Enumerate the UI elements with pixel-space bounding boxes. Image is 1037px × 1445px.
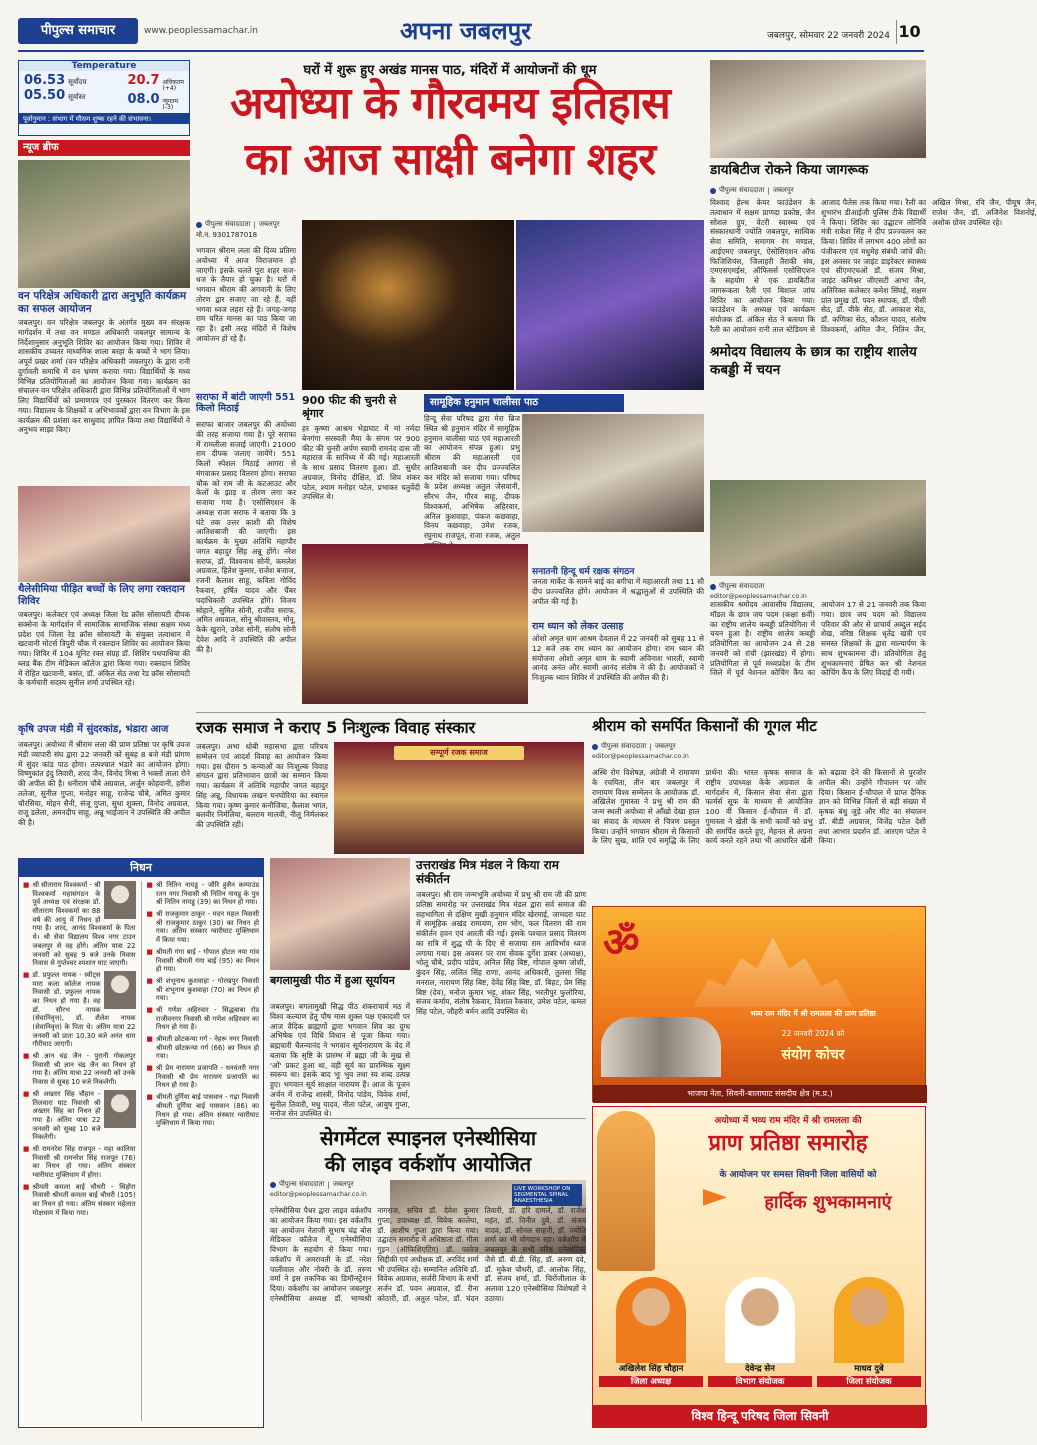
lead-mobile: मो.न. 9301787018	[196, 231, 258, 239]
obituary-item: ■ श्रीमती गंगा बाई - गोपाल होटल नया गांव निवासी श्रीमती गंगा बाई (95) का निधन हो गया।	[146, 947, 259, 974]
portrait-photo	[104, 881, 136, 919]
ad2-person	[599, 1277, 703, 1387]
rajak-photo	[334, 742, 584, 854]
byline-bullet-icon	[196, 222, 202, 228]
obituary-item: ■ श्रीमती छोटकन्या गर्ग - नेहरू नगर निवासी श्रीमती छोटकन्या गर्ग (66) का निधन हो गया।	[146, 1035, 259, 1061]
brief2-body: जबलपुर। कलेक्टर एवं अध्यक्ष जिला रेड क्रॉस सोसायटी दीपक सक्सेना के मार्गदर्शन में सामाजिक सामाजिक संस्था सक्षम मध्य प्रदेश एवं जिला रेड क्रॉस सोसायटी के संयुक्त तत्वाधान में खटवानी मोटर्स त्रिपुरी चौक में रक्तदान शिविर का आयोजन किया गया। शिविर में 104 यूनिट रक्त संग्रह डॉ. शिशिर पथपाधिया की ब्लड बैंक टीम मेडिकल कॉलेज द्वारा किया गया। रक्तदान शिविर में रोहित खटवानी, बसंत, डॉ. अंकित सेठ तथा रेड क्रॉस सोसायटी के कर्मचारी सदस्य सुनील शर्मा उपस्थित रहे।	[18, 610, 190, 688]
bullet-icon: ■	[146, 1093, 153, 1102]
lead-side-1: सनातनी हिन्दू धर्म रक्षक संगठन	[532, 567, 635, 577]
bullet-icon: ■	[146, 976, 153, 985]
obituary-item: ■ श्री ज्ञान चंद्र जैन - पुरानी गोकलपुर निवासी श्री ज्ञान चंद्र जैन का निधन हो गया है। अंतिम यात्रा 22 जनवरी को उनके निवास से सुबह 10 बजे निकलेगी।	[23, 1052, 136, 1087]
ad1-role: भाजपा नेता, सिवनी-बालाघाट संसदीय क्षेत्र (म.प्र.)	[593, 1085, 927, 1103]
ad2-footer: विश्व हिन्दू परिषद जिला सिवनी	[593, 1405, 927, 1427]
masthead	[0, 0, 945, 56]
ad1-leader-photos	[601, 1017, 721, 1077]
ram-figure	[597, 1111, 655, 1271]
lead-kicker: घरों में शुरू हुए अखंड मानस पाठ, मंदिरों में आयोजनों की धूम	[303, 63, 597, 78]
spinal-banner: LIVE WORKSHOP ON SEGMENTAL SPINAL ANAESTHESIA	[512, 1184, 582, 1206]
obituary-item: ■ श्री अख्तार सिंह चौहान - तिलवारा घाट निवासी श्री अख्तार सिंह का निधन हो गया है। अंतिम यात्रा 22 जनवरी को सुबह 10 बजे निकलेगी।	[23, 1090, 136, 1142]
lead-headline-2: का आज साक्षी बनेगा शहर	[244, 134, 656, 185]
lead-sub-1: सराफा में बांटी जाएगी 551 किलो मिठाई	[196, 392, 295, 415]
min-delta: (-3)	[162, 104, 174, 111]
page-number: 10	[896, 20, 922, 44]
ad2-top: अयोध्या में भव्य राम मंदिर में श्री रामलला की	[714, 1116, 862, 1126]
portrait-photo	[104, 1090, 136, 1128]
obituary-col-right	[147, 881, 260, 1421]
spinal-headline-2: की लाइव वर्कशॉप आयोजित	[324, 1152, 532, 1176]
om-symbol: ॐ	[603, 920, 640, 966]
ad2-title: प्राण प्रतिष्ठा समारोह	[708, 1131, 868, 1156]
rajak-banner: सम्पूर्ण रजक समाज	[394, 746, 524, 760]
gugal-byline-block: पीपुल्स संवाददाता | जबलपुर editor@peoplessamachar.co.in	[592, 742, 702, 760]
kabaddi-byline-name: पीपुल्स संवाददाता	[719, 582, 765, 590]
band-rule	[196, 712, 926, 713]
brief1-body: जबलपुर। वन परिक्षेत्र जबलपुर के अंतर्गत मुख्य वन संरक्षक मार्गदर्शन में तथा वन मण्डल अधिकारी जबलपुर सामान्य के निर्देशानुसार अनुभूति शिविर का आयोजन किया गया। शिविर में शासकीय उच्चतर माध्यमिक शाला बरहा के बच्चों ने भाग लिया। अपूर्व प्रखर शर्मा (वन परिक्षेत्र अधिकारी जबलपुर) के द्वारा रानी दुर्गावती समाधि में वन भ्रमण कराया गया। विद्यार्थियों के मध्य विभिन्न प्रतियोगिताओं का आयोजन किया गया। कार्यक्रम का संचालन वन परिक्षेत्र अधिकारी द्वारा विभिन्न प्रतियोगिताओं में भाग लिए विद्यार्थियों को प्रमाणपत्र एवं पुरस्कार वितरण कर किया गया। विद्यालय के शिक्षकों व अभिभावकों द्वारा वन विभाग के इस कार्यक्रम की प्रशंसा कर साधुवाद ज्ञापित किया तथा विद्यार्थियों ने अनुभव साझा किए।	[18, 318, 190, 435]
person-photo	[834, 1277, 904, 1363]
spinal-headline-1: सेगमेंटल स्पाइनल एनेस्थीसिया	[319, 1126, 537, 1150]
lead-photo-chalisa	[522, 414, 704, 532]
uttarakhand-photo	[270, 858, 410, 970]
obituary-item: ■ श्रीमती कमला बाई चौधरी - सिहोरा निवासी श्रीमती कमला बाई चौधरी (105) का निधन हो गया। अंतिम संस्कार महेलात मोक्षधाम में किया गया।	[23, 1182, 136, 1217]
person-name: माधव दुबे	[854, 1364, 884, 1374]
bullet-icon: ■	[23, 1052, 30, 1061]
weather-box	[18, 60, 190, 136]
bullet-icon: ■	[23, 1089, 30, 1098]
news-brief-label: न्यूज ब्रीफ	[18, 140, 190, 156]
gugal-headline: श्रीराम को समर्पित किसानों की गूगल मीट	[592, 717, 817, 735]
kabaddi-photo	[710, 480, 926, 576]
sunset-label: सूर्यास्त	[68, 93, 86, 101]
brief2-photo	[18, 486, 190, 582]
obituary-item: ■ श्री सीताराम विश्वकर्मा - श्री विश्वकर्मा महासंगठन के पूर्व अध्यक्ष एवं संरक्षक डॉ. सीताराम विश्वकर्मा का 88 वर्ष की आयु में निधन हो गया है। शरद, आनंद विश्वकर्मा के पिता थे। श्री सेवा विद्यालय विश्व नगर टाउन जबलपुर से वह होंगे। अंतिम यात्रा 22 जनवरी को सुबह 9 बजे उनके निवास निवास से गुप्तेश्वर श्मशान घाट जाएगी।	[23, 881, 136, 968]
rajak-headline: रजक समाज ने कराए 5 निःशुल्क विवाह संस्कार	[196, 718, 476, 737]
section-title: अपना जबलपुर	[400, 17, 532, 45]
kabaddi-headline: श्रमोदय विद्यालय के छात्र का राष्ट्रीय शालेय कबड्डी में चयन	[710, 344, 917, 378]
ad2-sub: के आयोजन पर समस्त सिवनी जिला वासियों को	[719, 1170, 877, 1180]
obituary-item: ■ श्री शंभूनाथ कुशवाहा - गोरखपुर निवासी श्री शंभूनाथ कुशवाहा (70) का निधन हो गया।	[146, 976, 259, 1003]
lead-photo-aarti	[302, 544, 528, 704]
obituary-title: निधन	[19, 859, 263, 877]
masthead-rule	[18, 50, 924, 52]
bullet-icon: ■	[146, 1005, 153, 1014]
lead-caption-2: सामूहिक हनुमान चालीसा पाठ	[424, 394, 624, 412]
lead-byline-name: पीपुल्स संवाददाता	[205, 220, 251, 228]
kabaddi-byline-block	[710, 582, 807, 600]
lead-photo-diya	[302, 220, 514, 390]
paper-logo: पीपुल्स समाचार	[18, 18, 138, 44]
ad-pran-pratishtha-1	[592, 906, 926, 1102]
weather-forecast: पूर्वानुमान : संभाग में मौसम शुष्क रहने की संभावना।	[19, 113, 189, 124]
bullet-icon: ■	[23, 970, 30, 979]
kabaddi-body: शासकीय श्रमोदय आवासीय विद्यालय, मॉडल के छात्र जय पदम (कक्षा 8वीं) का राष्ट्रीय शालेय कबड्डी प्रतियोगिता में चयन हुआ है। राष्ट्रीय शालेय कबड्डी प्रतियोगिता का आयोजन 24 से 28 जनवरी को रांची (झारखंड) में होगा। प्रतियोगिता से पूर्व मध्यप्रदेश के टीम जिले में पूर्व नेशनल कोचिंग कैंप का आयोजन 17 से 21 जनवरी तक किया गया। छात्र जय पदम को विद्यालय परिवार की ओर से प्राचार्य अब्दुल सईद शेख, वरिष्ठ शिक्षक धृतेंद्र खत्री एवं समस्त शिक्षकों के द्वारा माल्यार्पण के साथ शुभकामना दी। प्रतियोगिता हेतु शुभकामनाएं प्रेषित कर श्री नेशनल कोचिंग कैंप के लिए विदाई दी गयी।	[710, 600, 926, 678]
obituary-item: ■ श्री नितिन नायडू - जौरि हुसैन कम्पाउंड रतन नगर निवासी श्री नितिन नायडू के पुत्र श्री नितिन नायडू (39) का निधन हो गया।	[146, 881, 259, 907]
min-label: न्यूनतम	[162, 98, 179, 105]
ad2-person	[708, 1277, 812, 1387]
flag-icon	[703, 1189, 727, 1217]
diabetes-photo	[710, 60, 926, 158]
bullet-icon: ■	[146, 910, 153, 919]
lead-side-2: राम ध्यान को लेकर उत्साह	[532, 621, 624, 632]
lead-byline: पीपुल्स संवाददाता | जबलपुर मो.न. 9301787018	[196, 220, 296, 240]
min-temp: 08.0	[127, 92, 160, 107]
bagla-headline: बगलामुखी पीठ में हुआ सूर्यायन	[270, 974, 395, 987]
person-role: जिला संयोजक	[817, 1376, 921, 1387]
person-photo	[725, 1277, 795, 1363]
bullet-icon: ■	[146, 1064, 153, 1073]
bagla-body: जबलपुर। बगलामुखी सिद्ध पीठ शंकराचार्य मठ में विश्व कल्याण हेतु पौष मास शुक्ल पक्ष एकादशी पर आज वैदिक ब्राह्मणों द्वारा भगवान शिव का दुग्ध अभिषेक एवं विधि विधान से पूजा किया गया। ब्रह्मचारी चैतन्यानंद ने भगवान सूर्यनारायण के वेद में बताया कि सृष्टि के प्रारम्भ में ब्रह्मा जी के मुख से 'ओं' प्रकट हुआ था, वही सूर्य का प्रारम्भिक सूक्ष्म स्वरूप था। इसके बाद भूः भुव तथा स्व शब्द उत्पन्न हुए। भगवान सूर्य साक्षात नारायण हैं। आज के पूजन अर्चन में राजेन्द्र शास्त्री, विनोद पांडेय, विवेक शर्मा, सुनील तिवारी, मधु यादव, नीता पटेल, आयुष गुप्ता, मनोज सेन उपस्थित थे।	[270, 1002, 410, 1119]
gugal-body: अस्थि रोग विशेषज्ञ, अंग्रेजी में रामायण के रचयिता, तीन बार जबलपुर में रामायण विश्व सम्मेलन के आयोजक डॉ. अखिलेश गुमास्ता ने प्रभु श्री राम की जन्म स्थली अयोध्या से आँखो देखा हाल का संवाद के माध्यम से चित्रण प्रस्तुत किया। उन्होंने भगवान श्रीराम से किसानों के लिए सुख, शांति एवं समृद्धि के लिए प्रार्थना की। भारत कृषक समाज के राष्ट्रीय उपाध्यक्ष केके अग्रवाल के मार्गदर्शन में, किसान सेवा सेना द्वारा फार्मर्स सूफ के माध्यम से आयोजित 100 वीं किसान ई-चौपाल में डॉ. गुमास्ता ने खेती के सभी कार्यों को प्रभु की समर्पित करते हुए, मेहनत से अपना कार्य करते रहने तथा भी आधारित खेती को बढ़ावा देने की किसानों से पुरजोर अपील की। उन्होंने गौपालन पर जोर दिया। किसान ई-चौपाल में प्राप्त दैनिक ज्ञान को विभिन्न जिलों से बड़ी संख्या में कृषक बंधु जुड़े और मीट का संचालन डॉ. बीडी अग्रवाल, विजेंद्र पटेल देशी तथा आभार प्रदर्शन डॉ. आरएम पटेल ने किया।	[592, 768, 926, 846]
brief1-photo	[18, 160, 190, 288]
weather-title: Temperature	[19, 61, 189, 71]
spinal-rule	[270, 1118, 586, 1119]
uttarakhand-body: जबलपुर। श्री राम जन्मभूमि अयोध्या में प्रभु श्री राम जी की प्राण प्रतिष्ठा समारोह पर उत्तराखंड मित्र मंडल द्वारा सर्व समाज की सहभागिता से दक्षिण मुखी हनुमान मंदिर खेरमाई, जामदरा घाट में सामूहिक अखंड रामायण, राम भोग, फल वितरण की राम संकीर्तन हवन एवं आरती की गई। इसके पश्चात प्रसाद वितरण का रात्रि में शुद्ध घी के दिए से सजाया राम आविर्भाव ध्वज लगाया गया। इस अवसर पर राम सेवक दुर्गेश डाबर (अध्यक्ष), भोलू चौबे, प्रदीप पांडेय, अनिल सिंह बिष्ट, गोपाल कृष्ण जोशी, कुंदन सिंह, ललित सिंह राणा, आनंद अधिकारी, तुलसा सिंह मनराल, नारायण सिंह बिष्ट, देवेंद्र सिंह बिष्ट, डॉ. बिहट, प्रेम सिंह बिष्ट (देव), मनोज कुमार भट्ट, शंकर सिंह, भरतीपुर फुलोरिया, संजय कर्माय, संतोष रैकवार, विशाल रैकवार, उमेश पटेल, कमल सिंह पटेल, जौहरी बर्मन आदि उपस्थित थे।	[416, 890, 586, 1017]
brief1-headline: वन परिक्षेत्र अधिकारी द्वारा अनुभूति कार्यक्रम का सफल आयोजन	[18, 290, 187, 315]
lead-side-2-body: ओशो अमृत धाम आश्रम देवताल में 22 जनवरी को सुबह 11 से 12 बजे तक राम ध्यान का आयोजन होगा। राम ध्यान की संयोजना ओशो अमृत धाम के स्वामी अविनाश भारती, स्वामी आनंद अनंत और स्वामी आनंद संतोष ने की है। आयोजकों ने निःशुल्क ध्यान शिविर में उपस्थिति की अपील की है।	[532, 634, 704, 683]
sunset-time: 05.50	[24, 88, 66, 103]
uttarakhand-headline: उत्तराखंड मित्र मंडल ने किया राम संकीर्तन	[416, 858, 559, 887]
diabetes-headline: डायबिटीज रोकने किया जागरूक	[710, 162, 869, 178]
obituary-box	[18, 858, 264, 1428]
ad1-line: भव्य राम मंदिर में श्री रामलला की प्राण प्रतिष्ठा	[750, 1009, 876, 1018]
diabetes-byline: पीपुल्स संवाददाता | जबलपुर	[710, 186, 820, 195]
sunrise-time: 06.53	[24, 73, 66, 88]
byline-bullet-icon	[592, 744, 598, 750]
lead-byline-city: जबलपुर	[258, 220, 280, 228]
person-name: देवेन्द्र सेन	[745, 1364, 775, 1374]
obituary-item: ■ श्री प्रेम नारायण प्रजापति - धनवंतरी नगर निवासी श्री प्रेम नारायण प्रजापति का निधन हो गया है।	[146, 1064, 259, 1090]
byline-bullet-icon	[710, 188, 716, 194]
brief2-headline: थैलेसीमिया पीड़ित बच्चों के लिए लगा रक्तदान शिविर	[18, 584, 185, 607]
max-label: अधिकतम	[162, 79, 184, 86]
ad1-name: संयोग कोचर	[781, 1047, 845, 1063]
diabetes-body: विश्वाद हेल्थ केयर फाउंडेशन के तत्वाधान में सक्षम प्राणदा प्रकोष्ठ, जैन सोशल ग्रुप, वेटरी स्वास्थ्य एवं संस्कारधानी ज्योति जबलपुर, सात्विक सेवा समिति, समागम रंग मण्डल, आईएमए जबलपुर, ऐसोसिएशन ऑफ फिजिशियंस, जिलाहरी तैराकी संघ, एमएसएमईस, ऑफिसर्स एसोसिएशन के सहयोग से एक डायबिटीज जागरूकता रैली एवं बिशाल जांच शिविर का आयोजन किया गया। फाउंडेशन के अध्यक्ष एवं कार्यक्रम संयोजक डॉ. अंकित सेठ ने बताया कि रैली का आयोजन रानी ताल स्टेडियम से आजाद पैलेस तक किया गया। रैली का शुभारंभ डीआईजी पुलिस टीके विद्यार्थी ने किया। शिविर का उद्घाटन लोनिवि मंत्री राकेश सिंह ने दीप प्रज्ज्वलन कर किया। शिविर में लगभग 400 लोगों का पंजीकरण एवं मधुमेह संबंधी जांचें की। इस अवसर पर जाइंट डाइरेक्टर स्वास्थ्य एवं सीएमएचओ डॉ. संजय मिश्रा, जाइंट कमिश्नर जीएसटी आभा जैन, अतिरिक्त कलेक्टर कमेश सिंघई, सक्षम प्रांत प्रमुख डॉ. पवन स्थापक, डॉ. पीसी सेठ, डॉ. वीके सेठ, डॉ. आकाश सेठ, डॉ. कणिका सेठ, कौशल यादव, संतोष विश्वकर्मा, अमित जैन, नितिन जैन, अखिल मिश्रा, रवि जैन, पीयूष जैन, राजेश जैन, डॉ. अजिनेश विशनोई, अशोक ग्रोवर उपस्थित रहे।	[710, 198, 1037, 334]
gugal-email: editor@peoplessamachar.co.in	[592, 753, 689, 760]
bullet-icon: ■	[23, 1182, 30, 1191]
ad2-greeting: हार्दिक शुभकामनाएं	[764, 1192, 892, 1213]
obituary-col-left	[23, 881, 136, 1421]
obituary-item: ■ श्री राजकुमार ठाकुर - मदन महल निवासी श्री राजकुमार ठाकुर (30) का निधन हो गया। अंतिम संस्कार ग्वारीघाट मुक्तिधाम में किया गया।	[146, 910, 259, 945]
brief3-body: जबलपुर। अयोध्या में श्रीराम लला की प्राण प्रतिष्ठा पर कृषि उपज मंडी व्यापारी संघ द्वारा 22 जनवरी को सुबह 8 बजे मंडी प्रांगण में सुंदर कांड पाठ होगा। तत्पश्चात भंडारे का आयोजन होगा। विष्णुकांत इंदु तिवारी, शरद जैन, विनोद मिश्रा ने भक्तों ताला रोने की अपील की है। धनीराम चौबे अग्रवाल, अर्जुन कोहवानी, हरीश तलेजा, सुनील गुप्ता, मनोहर साहू, राजेन्द्र चौबे, अमित कुमार चौरसिया, मोहन सैनी, संजू गुप्ता, सुधा शुक्ला, विनोद अग्रवाल, राजू डलेला, अमनदीप साहू, अन्नू भाईजान ने उपस्थिति की अपील की है।	[18, 740, 190, 828]
spinal-email: editor@peoplessamachar.co.in	[270, 1191, 367, 1198]
lead-caption-1-body: हर कृष्णा आश्रम भेड़ाघाट में मां नर्मदा बेनगंगा सरस्वती मैया के संगम पर 900 फीट की चुनरी अर्पण स्वामी रामनंद दास जी महाराज के सानिध्य में की गई। महाआरती के साथ प्रसाद वितरण हुआ। डॉ. सुधीर अग्रवाल, विनोद दीक्षित, डॉ. शिव शंकर पटेल, श्याम मनोहर पटेल, प्रभाकर चतुर्वेदी उपस्थित थे।	[302, 424, 420, 502]
bullet-icon: ■	[146, 1035, 153, 1043]
obituary-item: ■ श्री गणेश अहिरवार - सिद्धबाबा रोड राजीवनगर निवासी श्री गणेश अहिरवार का निधन हो गया है।	[146, 1005, 259, 1032]
ad1-date: 22 जनवरी 2024 को	[781, 1029, 845, 1038]
lead-body-2: सराफा बाजार जबलपुर की अयोध्या की तरह सजाया गया है। पूरे सराफा में रामलीला सजाई जाएगी। 21000 राम दीपक जलाए जायेंगे। 551 किलो स्पेशल मिठाई आगरा से मंगवाकर प्रसाद वितरण होगा। सराफा चौक को राम जी के कटआउट और केलों के झाड़ व तोरण लगा कर सजाया गया है। एसोसिएशन के अध्यक्ष राजा सराफ ने बताया कि 3 घंटे तक उत्तर काशी की विशेष आतिशबाजी की जाएगी। इस कार्यक्रम के मुख्य अतिथि महापौर जगत बहादुर सिंह अन्नू होंगे। नरेश सराफ, डॉ. विश्वनाथ सोनी, कमलेश अग्रवाल, हितेश कुमार, राजेश बजाज, रजनी कैलाश साहू, कविता गोविंद रैकवार, हर्षित यादव और चैंबर पदाधिकारी उपस्थित होंगे। विजय सोहाने, सुमित सोनी, राजीव सराफ, अमित अग्रवाल, सोनू श्रीवास्तव, मोनू, केके खुराने, उमेश सोनी, संतोष सोनी देवेश आदि ने उपस्थिति की अपील की है।	[196, 420, 296, 654]
obituary-item: ■ डॉ. प्रफुल्ल नायक - स्वीट्स मारा कला कॉलेज नायक निवासी डॉ. प्रफुल्ल नायक का निधन हो गया है। वह डॉ. सौरभ नायक (सेवानिवृत्त), डॉ. शैलेश नायक (सेवानिवृत्त) के पिता थे। अंतिम यात्रा 22 जनवरी को प्रातः 10.30 बजे अनंत धाम गौरीघाट जाएगी।	[23, 970, 136, 1049]
spinal-byline-block: पीपुल्स संवाददाता | जबलपुर editor@peoplessamachar.co.in	[270, 1180, 380, 1198]
kabaddi-email: editor@peoplessamachar.co.in	[710, 593, 807, 600]
obituary-item: ■ श्रीमती दुर्गिया बाई पासवान - गढ़ा निवासी श्रीमती दुर्गिया बाई पासवान (86) का निधन हो गया। अंतिम संस्कार ग्वारीघाट मुक्तिधाम में किया गया।	[146, 1093, 259, 1128]
ad2-person	[817, 1277, 921, 1387]
temple-silhouette-icon	[693, 937, 853, 1007]
person-photo	[616, 1277, 686, 1363]
portrait-photo	[104, 971, 136, 1009]
sunrise-label: सूर्योदय	[68, 78, 87, 86]
lead-photo-temple	[516, 220, 704, 390]
bullet-icon: ■	[23, 1144, 30, 1153]
bullet-icon: ■	[23, 881, 30, 889]
byline-bullet-icon	[710, 584, 716, 590]
obituary-item: ■ श्री रामनरेश सिंह राजपूत - महा कालिया निवासी श्री रामनरेश सिंह राजपूत (76) का निधन हो गया। अंतिम संस्कार ग्वारीघाट मुक्तिधाम में होगा।	[23, 1144, 136, 1179]
ad-pran-pratishtha-2	[592, 1106, 926, 1428]
max-delta: (+4)	[162, 85, 177, 92]
lead-side-1-body: जनता मार्केट के सामने बाई का बगीचा में महाआरती तथा 11 सौ दीप प्रज्ज्वलित होंगे। आयोजन में श्रद्धालुओं से उपस्थिति की अपील की गई है।	[532, 577, 704, 606]
person-role: जिला अध्यक्ष	[599, 1376, 703, 1387]
person-role: विभाग संयोजक	[708, 1376, 812, 1387]
lead-headline-1: अयोध्या के गौरवमय इतिहास	[230, 78, 670, 129]
bullet-icon: ■	[146, 881, 153, 889]
byline-bullet-icon	[270, 1182, 276, 1188]
bullet-icon: ■	[146, 947, 153, 956]
lead-caption-2-body: हिन्दू सेवा परिषद द्वारा मेरा ब्रिज स्थित श्री हनुमान मंदिर में सामूहिक हनुमान चालीसा पाठ एवं महाआरती का आयोजन संपन्न हुआ। प्रभु श्रीराम की महाआरती एवं आतिशबाजी कर दीप प्रज्ज्वलित कर मंदिर को सजाया गया। परिषद के प्रदेश अध्यक्ष अतुल जेसवानी, सौरभ जैन, गौरव साहू, दीपक विश्वकर्मा, अभिषेक अहिरवार, अनिल कुशवाहा, पंकज कछवाहा, विनय कछवाहा, उमेश रजक, रघुनाथ राजपूत, राजा रजक, अतुल	[424, 414, 520, 541]
brief3-headline: कृषि उपज मंडी में सुंदरकांड, भंडारा आज	[18, 724, 169, 735]
spinal-body: एनेस्थीसिया पैथर द्वारा लाइव वर्कशॉप का आयोजन किया गया। इस वर्कशॉप का आयोजन नेताजी सुभाष चंद्र बोस मेडिकल कॉलेज में, एनेस्थीसिया विभाग के सहयोग से किया गया। वर्कशॉप में अमरावती के डॉ. नरेश पालीवाल और नोबरी के डॉ. तरुण वर्मा ने इस तकनिक का डिमॉन्स्ट्रेशन दिया। वर्कशॉप का आयोजन जबलपुर एनेस्थीसिया अध्यक्ष डॉ. भाग्यश्री नागराज, सचिव डॉ. देवेश कुमार गुप्ता, उपाध्यक्ष डॉ. विवेक कालेया, डॉ. आशीष गुप्ता द्वारा किया गया। उद्घाटन समारोह में अधिष्ठाता डॉ. गीता गुइन (ऑफिशिएटिंग) डॉ. परवेज सिद्दीकी एवं अधीक्षक डॉ. अरविंद शर्मा भी उपस्थित रहे। सम्मानित अतिथि डॉ. विवेक अग्रवाल, सर्जरी विभाग के सभी सर्जन डॉ. पवन अग्रवाल, डॉ. रीना कोठारी, डॉ. अतुल पटेल, डॉ. चंदन तिवारी, डॉ. हरि दामलें, डॉ. राजेश महंत, डॉ. विनीत दुबे, डॉ. संजय यादव, डॉ. सोनल साहनी, डॉ. ज्योति शर्मा का भी योगदान रहा। वर्कशॉप में जबलपुर के सभी वरिष्ठ एनेस्थेटिस्ट जैसे डॉ. बी.डी. सिंह, डॉ. अरुण दवे, डॉ. मुकेश चौधरी, डॉ. आलोक सिंह, डॉ. संजय शर्मा, डॉ. चिरोंजीलाल के अलावा 120 एनेस्थीसिया विशेषज्ञों ने उठाया।	[270, 1206, 586, 1303]
lead-caption-1: 900 फीट की चुनरी से श्रृंगार	[302, 394, 397, 421]
max-temp: 20.7	[127, 73, 160, 88]
rajak-body: जबलपुर। अभा धोबी महासभा द्वारा परिचय सम्मेलन एवं आदर्श विवाह का आयोजन किया गया। इस दौरान 5 कन्याओं का निःशुल्क विवाह संगठन द्वारा प्रतिभावान छात्रों का सम्मान किया गया। कार्यक्रम में अतिथि महापौर जगत बहादुर सिंह अन्नू, विधायक लखन घनघोरिया का स्वागत किया गया। कृष्ण कुमार कनौजिया, कैलाश भगत, बलवीर निर्मलिया, बलराम मालवी, नीलू निर्मलकर की उपस्थिति रही।	[196, 742, 328, 830]
lead-body-1: भगवान श्रीराम लला की दिव्य प्रतिमा अयोध्या में आज विराजमान हो जाएगी। इसके चलते पूरा शहर सज-धज के तैयार हो चुका है। घरों में भगवान श्रीराम की अगवानी के लिए तोरण द्वार सजाए जा रहे हैं, वहीं भगवा ध्वज लहरा रहे हैं। जगह-जगह राम चरित मानस का पाठ किया जा रहा है। इसी तरह मंदिरों में विशेष आयोजन हो रहे हैं।	[196, 246, 296, 343]
issue-date: जबलपुर, सोमवार 22 जनवरी 2024	[767, 31, 890, 41]
website: www.peoplessamachar.in	[144, 26, 258, 36]
person-name: अखिलेश सिंह चौहान	[618, 1364, 684, 1374]
